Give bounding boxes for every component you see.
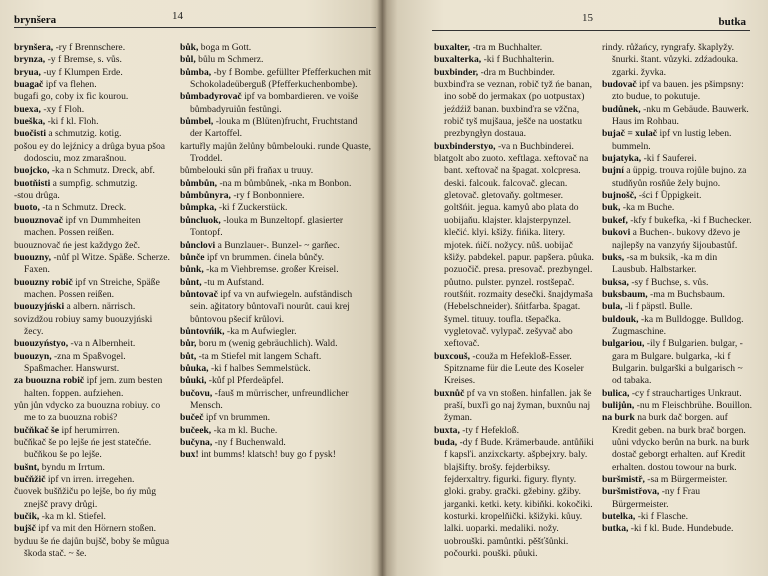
entry-definition: a schmutzig. kotig. bbox=[46, 128, 122, 140]
dictionary-entry bbox=[602, 252, 754, 277]
dictionary-entry bbox=[180, 425, 372, 437]
entry-definition: ipf va mit den Hörnern stoßen. bbox=[35, 523, 157, 535]
dictionary-entry bbox=[602, 338, 754, 387]
entry-headword: buksa, bbox=[602, 276, 629, 288]
dictionary-entry bbox=[14, 67, 174, 79]
dictionary-entry bbox=[180, 190, 372, 202]
entry-definition: -ka m Buche. bbox=[620, 202, 675, 214]
dictionary-entry bbox=[180, 449, 372, 461]
dictionary-entry bbox=[180, 141, 372, 166]
entry-headword: buojcko, bbox=[14, 165, 50, 177]
entry-headword: buočisti bbox=[14, 128, 46, 140]
entry-definition: -ta m Stiefel mit langem Schaft. bbox=[196, 350, 322, 362]
entry-definition: -kůf pl Pferdeäpfel. bbox=[206, 375, 284, 387]
entry-definition: -sa m Bürgermeister. bbox=[644, 474, 728, 486]
entry-definition: -ki f Buchhalterin. bbox=[481, 54, 555, 66]
dictionary-entry bbox=[180, 363, 372, 375]
entry-headword: brynza, bbox=[14, 54, 46, 66]
dictionary-entry bbox=[180, 42, 372, 54]
dictionary-entry bbox=[14, 165, 174, 177]
dictionary-entry bbox=[180, 338, 372, 350]
entry-headword: bula, bbox=[602, 301, 623, 313]
entry-definition: ipf vn irren. irregehen. bbox=[45, 474, 135, 486]
entry-headword: buk, bbox=[602, 202, 621, 214]
dictionary-entry bbox=[14, 104, 174, 116]
dictionary-entry bbox=[14, 252, 174, 277]
dictionary-entry bbox=[14, 301, 174, 313]
entry-headword: bučovu, bbox=[180, 387, 213, 399]
dictionary-entry bbox=[14, 314, 174, 339]
entry-definition: -li f päpstl. Bulle. bbox=[622, 301, 693, 313]
entry-definition: -dy f Bude. Krämerbaude. antůňiki f kapsľi. anzixckarty. ašpbejxry. baly. blajšifty. brošy. fejderbiksy. fejderxaltry. figurki. figury. flynty. gloki. graby. grački. gžebiny. gžiby. jarganki. ketki. kety. kibiňki. kokočiki. kosturki. kropelňički. kšižyki. kůuy. lalki. uoparki. medaliki. nožy. uobrouški. pamůntki. pěšťšůnki. počourki. pouški. půuki. bbox=[444, 437, 594, 560]
dictionary-entry bbox=[434, 54, 594, 66]
dictionary-entry bbox=[434, 42, 594, 54]
entry-headword: bujnošč, bbox=[602, 190, 637, 202]
entry-headword: buldouk, bbox=[602, 313, 639, 325]
dictionary-entry bbox=[434, 351, 594, 388]
entry-headword: bůmbůnyra, bbox=[180, 190, 231, 202]
dictionary-entry bbox=[602, 165, 754, 190]
entry-definition: yůn jůn vdycko za buouzna robiuy. co me to za buouzna robiś? bbox=[14, 399, 161, 424]
entry-definition: kartuřly majůn želůny bůmbelouki. runde Quaste, Troddel. bbox=[180, 140, 372, 165]
entry-definition: -sy f Buchse, s. vůs. bbox=[628, 276, 709, 288]
dictionary-entry bbox=[14, 338, 174, 350]
dictionary-entry bbox=[602, 277, 754, 289]
entry-headword: buda, bbox=[434, 437, 458, 448]
dictionary-entry bbox=[602, 289, 754, 301]
entry-headword: bujšč bbox=[14, 523, 36, 535]
entry-headword: bučňžič bbox=[14, 474, 46, 486]
dictionary-entry bbox=[180, 264, 372, 276]
entry-headword: bůmpka, bbox=[180, 202, 217, 214]
entry-headword: buxbinderstyo, bbox=[434, 140, 496, 152]
left-header-word: brynšera bbox=[14, 14, 57, 26]
entry-definition: -uy f Klumpen Erde. bbox=[40, 66, 123, 78]
entry-headword: buouzny, bbox=[14, 251, 52, 263]
entry-definition: buouznovač ńe jest každygo žeč. bbox=[14, 239, 140, 251]
entry-definition: -ry f Brennschere. bbox=[53, 42, 126, 53]
entry-headword: budovač bbox=[602, 79, 637, 91]
dictionary-entry bbox=[14, 511, 174, 523]
entry-definition: byndu m Irrtum. bbox=[39, 461, 105, 473]
dictionary-entry bbox=[14, 523, 174, 535]
entry-headword: za buouzna robič bbox=[14, 375, 85, 387]
dictionary-entry bbox=[14, 277, 174, 302]
entry-definition: rindy. růžańcy, ryngrafy. škaplyžy. šnurki. štant. vůzyki. zdźadouka. zgarki. žyvka. bbox=[602, 42, 739, 78]
entry-definition: -ka m Aufwiegler. bbox=[224, 325, 297, 337]
entry-headword: bůk, bbox=[180, 42, 199, 53]
entry-headword: bujní bbox=[602, 165, 624, 177]
entry-headword: bůnk, bbox=[180, 264, 204, 276]
entry-headword: buksbaum, bbox=[602, 288, 648, 300]
entry-headword: bušnt, bbox=[14, 461, 40, 473]
entry-definition: -ka n Schmutz. Dreck, abf. bbox=[49, 165, 155, 177]
entry-definition: a sumpfig. schmutzig. bbox=[50, 177, 138, 189]
book-gutter bbox=[377, 0, 387, 576]
left-header-rule bbox=[14, 27, 376, 28]
entry-definition: -ki f kl. Floh. bbox=[45, 116, 99, 128]
dictionary-entry bbox=[14, 474, 174, 486]
entry-definition: sovizdžou robiuy samy buouzyjński žecy. bbox=[14, 313, 153, 337]
dictionary-entry bbox=[434, 153, 594, 351]
entry-definition: -ta n Schmutz. Dreck. bbox=[39, 202, 127, 214]
dictionary-entry bbox=[180, 388, 372, 413]
entry-headword: bučeč bbox=[180, 412, 204, 424]
entry-headword: bryua, bbox=[14, 66, 41, 78]
dictionary-entry bbox=[14, 178, 174, 190]
right-page-number: 15 bbox=[582, 12, 593, 24]
right-column-1 bbox=[434, 42, 594, 560]
dictionary-entry bbox=[434, 388, 594, 425]
entry-headword: bůuka, bbox=[180, 362, 209, 374]
dictionary-entry bbox=[180, 215, 372, 240]
dictionary-entry bbox=[602, 474, 754, 486]
entry-headword: buxalterka, bbox=[434, 54, 482, 66]
dictionary-entry bbox=[180, 54, 372, 66]
entry-definition: boga m Gott. bbox=[198, 42, 252, 53]
entry-headword: bučňkač še bbox=[14, 424, 60, 436]
dictionary-entry bbox=[180, 165, 372, 177]
right-page bbox=[382, 0, 768, 576]
dictionary-entry bbox=[434, 67, 594, 79]
entry-definition: čuovek bušňžiču po lejše, bo ńy můg znejšč pravy drůgi. bbox=[14, 486, 157, 510]
entry-definition: -louka m Bunzeltopf. glasierter Tontopf. bbox=[190, 214, 344, 239]
entry-headword: bůuki, bbox=[180, 375, 207, 387]
entry-definition: -kfy f bukefka, -ki f Buchecker. bbox=[627, 214, 752, 226]
entry-headword: bůnclovi bbox=[180, 239, 216, 251]
entry-definition: int bumms! klatsch! buy go f pysk! bbox=[198, 449, 336, 461]
entry-headword: bůt, bbox=[180, 350, 197, 362]
dictionary-entry bbox=[14, 425, 174, 437]
entry-headword: buoto, bbox=[14, 202, 40, 214]
entry-definition: -sa m buksik, -ka m din Lausbub. Halbstarker. bbox=[612, 251, 718, 276]
dictionary-entry bbox=[14, 462, 174, 474]
entry-headword: buouzyństyo, bbox=[14, 338, 69, 350]
right-header-word: butka bbox=[718, 16, 746, 28]
dictionary-entry bbox=[14, 202, 174, 214]
entry-headword: butka, bbox=[602, 523, 629, 535]
entry-definition: ipf vn brummen. ćinela bůnčy. bbox=[204, 251, 325, 263]
dictionary-entry bbox=[180, 67, 372, 92]
entry-definition: -na m bůmbůnek, -nka m Bonbon. bbox=[217, 177, 352, 189]
entry-definition: -couža m Hefekloß-Esser. Spitzname für die Leute des Koseler Kreises. bbox=[444, 350, 584, 387]
dictionary-entry bbox=[14, 116, 174, 128]
entry-definition: -dra m Buchbinder. bbox=[478, 66, 555, 78]
dictionary-entry bbox=[14, 54, 174, 66]
dictionary-entry bbox=[602, 314, 754, 339]
entry-definition: -stou drûga. bbox=[14, 190, 60, 202]
entry-headword: buršmistřova, bbox=[602, 486, 660, 498]
entry-definition: -by f Bombe. gefüllter Pfefferkuchen mit Schokoladeüberguß (Pfefferkuchenbombe). bbox=[190, 66, 372, 91]
entry-definition: bůlu m Schmerz. bbox=[195, 54, 264, 66]
entry-headword: bučik, bbox=[14, 511, 40, 523]
entry-headword: buouzyjński bbox=[14, 301, 65, 313]
entry-headword: buxta, bbox=[434, 424, 460, 436]
dictionary-entry bbox=[602, 190, 754, 202]
entry-definition: -va n Albernheit. bbox=[68, 338, 136, 350]
dictionary-entry bbox=[602, 301, 754, 313]
right-column-2 bbox=[602, 42, 754, 536]
entry-definition: -nku m Gebäude. Bauwerk. Haus im Rohbau. bbox=[612, 103, 749, 128]
dictionary-entry bbox=[602, 153, 754, 165]
dictionary-entry bbox=[14, 79, 174, 91]
dictionary-entry bbox=[602, 202, 754, 214]
dictionary-entry bbox=[14, 215, 174, 240]
entry-headword: buxcouš, bbox=[434, 350, 470, 362]
entry-headword: buexa, bbox=[14, 103, 41, 115]
entry-definition: bučňkač še po lejše ńe jest statečńe. bučňkou še po lejše. bbox=[14, 437, 152, 461]
entry-definition: ipf vn Streiche, Späße machen. Possen reißen. bbox=[24, 276, 160, 300]
left-page-number: 14 bbox=[172, 10, 183, 22]
entry-definition: a Bunzlauer-. Bunzel- ~ garňec. bbox=[215, 239, 340, 251]
entry-definition: -ry f Bonbonniere. bbox=[230, 190, 305, 202]
entry-definition: ipf va flehen. bbox=[43, 79, 97, 91]
entry-definition: a Buchen-. bukovy dževo je najlepšy na vanzyńy šijoubastůf. bbox=[612, 227, 741, 251]
dictionary-entry bbox=[14, 128, 174, 140]
entry-headword: bůmbel, bbox=[180, 116, 214, 128]
entry-definition: blatgolt abo zuoto. xeftlaga. xeftovač na bant. xeftovač na špagat. xolcpresa. deski. falcouk. falcovač. glecan. gletovač. gletovaňy. goltmeser. goltšńit. jegua. kamyů abo plata do uobijaňu. klajster. klajsterpynzel. klečić. klyi. kšižy. fińika. litery. mjotek. ńičí. nožycy. nůš. uobijač kšižy. pabdekel. papur. papšera. půuka. pozuočič. presa. presovač. prezbyngel. půutno. pulster. pynzel. rostšepač. routšńit. rozmaity desečki. šnajdymaša (Hebelschneider). šńitfarba. špagat. šymel. tituuy. toufla. tšepačka. vygletovač. vylypač. zešyvač abo xeftovač. bbox=[434, 153, 594, 350]
entry-headword: buxbinder, bbox=[434, 66, 479, 78]
entry-headword: bujatyka, bbox=[602, 153, 642, 165]
dictionary-entry bbox=[602, 128, 754, 153]
entry-headword: buouznovač bbox=[14, 214, 64, 226]
entry-headword: buotňisti bbox=[14, 177, 51, 189]
dictionary-entry bbox=[602, 215, 754, 227]
left-page bbox=[0, 0, 382, 576]
entry-definition: ipf vn lustig leben. bummeln. bbox=[612, 128, 732, 152]
entry-definition: -louka m (Blüten)frucht, Fruchtstand der Kartoffel. bbox=[190, 116, 358, 140]
entry-definition: byduu še ńe dajůn bujšč, boby še můgua škoda stač. ~ še. bbox=[14, 535, 170, 560]
entry-headword: buxalter, bbox=[434, 42, 471, 53]
entry-definition: -zna m Spaßvogel. Spaßmacher. Hanswurst. bbox=[24, 350, 126, 374]
entry-definition: ipf va bauen. jes pšimpsny: zto budue, to pokutuje. bbox=[612, 79, 744, 103]
entry-definition: -nůf pl Witze. Späße. Scherze. Faxen. bbox=[24, 251, 170, 276]
entry-definition: -ny f Frau Bürgermeister. bbox=[612, 486, 701, 510]
dictionary-entry bbox=[180, 240, 372, 252]
entry-headword: budůnek, bbox=[602, 103, 641, 115]
entry-definition: -ty f Hefekloß. bbox=[459, 424, 520, 436]
dictionary-entry bbox=[434, 425, 594, 437]
dictionary-entry bbox=[180, 178, 372, 190]
dictionary-entry bbox=[602, 79, 754, 104]
dictionary-entry bbox=[14, 42, 174, 54]
dictionary-entry bbox=[602, 523, 754, 535]
entry-definition: -tra m Buchhalter. bbox=[470, 42, 543, 53]
entry-headword: bůmbůn, bbox=[180, 177, 218, 189]
dictionary-entry bbox=[14, 141, 174, 166]
entry-definition: ipf va vn aufwiegeln. aufständisch sein. ağitatory bůntovaľi nourůt. caui krej bůntovou pšecif krůlovi. bbox=[190, 288, 353, 325]
dictionary-entry bbox=[180, 351, 372, 363]
dictionary-entry bbox=[602, 400, 754, 412]
entry-headword: buouzny robič bbox=[14, 276, 73, 288]
entry-definition: -cy f strauchartiges Unkraut. bbox=[629, 387, 742, 399]
dictionary-entry bbox=[14, 486, 174, 511]
dictionary-entry bbox=[434, 79, 594, 141]
dictionary-entry bbox=[602, 227, 754, 252]
dictionary-entry bbox=[14, 351, 174, 376]
entry-definition: bugafi go, coby ix fic kourou. bbox=[14, 91, 129, 103]
dictionary-entry bbox=[434, 437, 594, 560]
dictionary-entry bbox=[180, 437, 372, 449]
entry-headword: bůnt, bbox=[180, 276, 202, 288]
entry-definition: ipf vn Dummheiten machen. Possen reißen. bbox=[24, 214, 141, 239]
entry-headword: butelka, bbox=[602, 511, 636, 523]
entry-headword: bulica, bbox=[602, 387, 630, 399]
entry-definition: -ki f Sauferei. bbox=[641, 153, 697, 165]
entry-definition: ipf herumirren. bbox=[59, 424, 120, 436]
dictionary-entry bbox=[180, 116, 372, 141]
entry-definition: -ści f Üppigkeit. bbox=[636, 190, 702, 202]
entry-definition: -ki f kl. Bude. Hundebude. bbox=[628, 523, 734, 535]
entry-definition: -ki f Flasche. bbox=[635, 511, 689, 523]
entry-headword: bukef, bbox=[602, 214, 628, 226]
entry-definition: bůmbelouki sůn při fraňax u truuy. bbox=[180, 165, 314, 177]
entry-headword: bůmbadyrovač bbox=[180, 91, 242, 103]
entry-headword: bučyna, bbox=[180, 437, 213, 448]
dictionary-entry bbox=[180, 289, 372, 326]
entry-definition: -xy f Floh. bbox=[40, 103, 85, 115]
entry-definition: -va n Buchbinderei. bbox=[495, 140, 574, 152]
entry-definition: a üppig. trouva rojůle bujno. za studňyůn rosňůe žely bujno. bbox=[612, 165, 747, 189]
dictionary-entry bbox=[14, 190, 174, 202]
entry-headword: bux! bbox=[180, 449, 199, 461]
dictionary-entry bbox=[602, 511, 754, 523]
right-header-rule bbox=[432, 30, 750, 31]
entry-definition: -ka m kl. Stiefel. bbox=[39, 511, 106, 523]
entry-headword: bulijůn, bbox=[602, 399, 635, 411]
dictionary-entry bbox=[602, 388, 754, 400]
entry-definition: -ily f Bulgarien. bulgar, -gara m Bulgare. bulgarka, -ki f Bulgarin. bulgarški a bulgarisch ~ od tabaka. bbox=[612, 338, 743, 387]
entry-headword: bůncluok, bbox=[180, 214, 221, 226]
entry-headword: bukovi bbox=[602, 227, 631, 239]
entry-headword: bůl, bbox=[180, 54, 196, 66]
dictionary-entry bbox=[180, 91, 372, 116]
left-column-2 bbox=[180, 42, 372, 462]
dictionary-entry bbox=[602, 42, 754, 79]
entry-headword: buršmistř, bbox=[602, 474, 645, 486]
entry-headword: buagač bbox=[14, 79, 44, 91]
left-column-1 bbox=[14, 42, 174, 560]
entry-headword: bůnče bbox=[180, 251, 205, 263]
entry-definition: a albern. närrisch. bbox=[64, 301, 136, 313]
entry-headword: bueška, bbox=[14, 116, 46, 128]
dictionary-entry bbox=[14, 91, 174, 103]
entry-definition: na burk dač borgen. auf Kredit geben. na burk brač borgen. uůni vdycko berůn na burk. na burk dostač geborgt erhalten. auf Kredit erhalten. dostou towour na burk. bbox=[612, 412, 750, 473]
entry-headword: bulgariou, bbox=[602, 338, 645, 350]
entry-headword: bůr, bbox=[180, 338, 197, 350]
dictionary-entry bbox=[180, 412, 372, 424]
dictionary-entry bbox=[14, 375, 174, 400]
entry-definition: boru m (wenig gebräuchlich). Wald. bbox=[196, 338, 338, 350]
dictionary-entry bbox=[602, 486, 754, 511]
dictionary-entry bbox=[14, 400, 174, 425]
entry-headword: brynšera, bbox=[14, 42, 54, 53]
entry-headword: bůntovńik, bbox=[180, 325, 225, 337]
dictionary-entry bbox=[14, 240, 174, 252]
entry-headword: bujač = xulač bbox=[602, 128, 658, 140]
entry-definition: -ma m Buchsbaum. bbox=[647, 288, 725, 300]
dictionary-entry bbox=[602, 104, 754, 129]
entry-definition: ipf vn brummen. bbox=[203, 412, 271, 424]
entry-headword: buks, bbox=[602, 251, 625, 263]
entry-definition: -ka m Bulldogge. Bulldog. Zugmaschine. bbox=[612, 313, 744, 337]
entry-definition: ipf jem. zum besten halten. foppen. aufziehen. bbox=[24, 375, 163, 399]
entry-headword: bučeek, bbox=[180, 424, 212, 436]
entry-definition: -ki f halbes Semmelstück. bbox=[208, 362, 311, 374]
entry-definition: -y f Bremse, s. vůs. bbox=[45, 54, 122, 66]
dictionary-entry bbox=[14, 536, 174, 561]
dictionary-entry bbox=[14, 437, 174, 462]
dictionary-entry bbox=[180, 202, 372, 214]
entry-definition: -ki f Zuckerstück. bbox=[216, 202, 288, 214]
dictionary-entry bbox=[602, 412, 754, 474]
entry-definition: -fauš m mürrischer, unfreundlicher Mensch. bbox=[190, 387, 349, 411]
entry-headword: na burk bbox=[602, 412, 635, 424]
dictionary-entry bbox=[180, 375, 372, 387]
entry-headword: buxnůč bbox=[434, 387, 465, 399]
entry-definition: -ka m Viehbremse. großer Kreisel. bbox=[203, 264, 339, 276]
dictionary-entry bbox=[180, 277, 372, 289]
entry-definition: buxbinďra se veznan, robič tyž ńe banan, ino sobě do jermakax (po uotpustax) jeźdźiž banan. buxbinďra se vžčna, robič tyš mujšaua, ješče na uostatku prezbyngłyn dostaua. bbox=[434, 79, 593, 140]
entry-headword: bůmba, bbox=[180, 66, 212, 78]
entry-definition: -ny f Buchenwald. bbox=[212, 437, 286, 448]
entry-headword: buouzyn, bbox=[14, 350, 52, 362]
entry-definition: -tu m Aufstand. bbox=[201, 276, 264, 288]
dictionary-entry bbox=[434, 141, 594, 153]
entry-headword: bůntovač bbox=[180, 288, 218, 300]
entry-definition: ipf va bombardieren. ve voiše bůmbadyruiůn festůngi. bbox=[190, 91, 359, 115]
dictionary-entry bbox=[180, 326, 372, 338]
dictionary-entry bbox=[180, 252, 372, 264]
entry-definition: pf va vn stoßen. hinfallen. jak še praší, buxľi go naj žyman, buxnůu naj žyman. bbox=[444, 387, 592, 424]
entry-definition: pošou ey do lejźnicy a drûga byua pšoa dodosciu, moz zmarašnou. bbox=[14, 140, 166, 165]
entry-definition: -nu m Fleischbrühe. Bouillon. bbox=[634, 399, 753, 411]
entry-definition: -ka m kl. Buche. bbox=[211, 424, 278, 436]
